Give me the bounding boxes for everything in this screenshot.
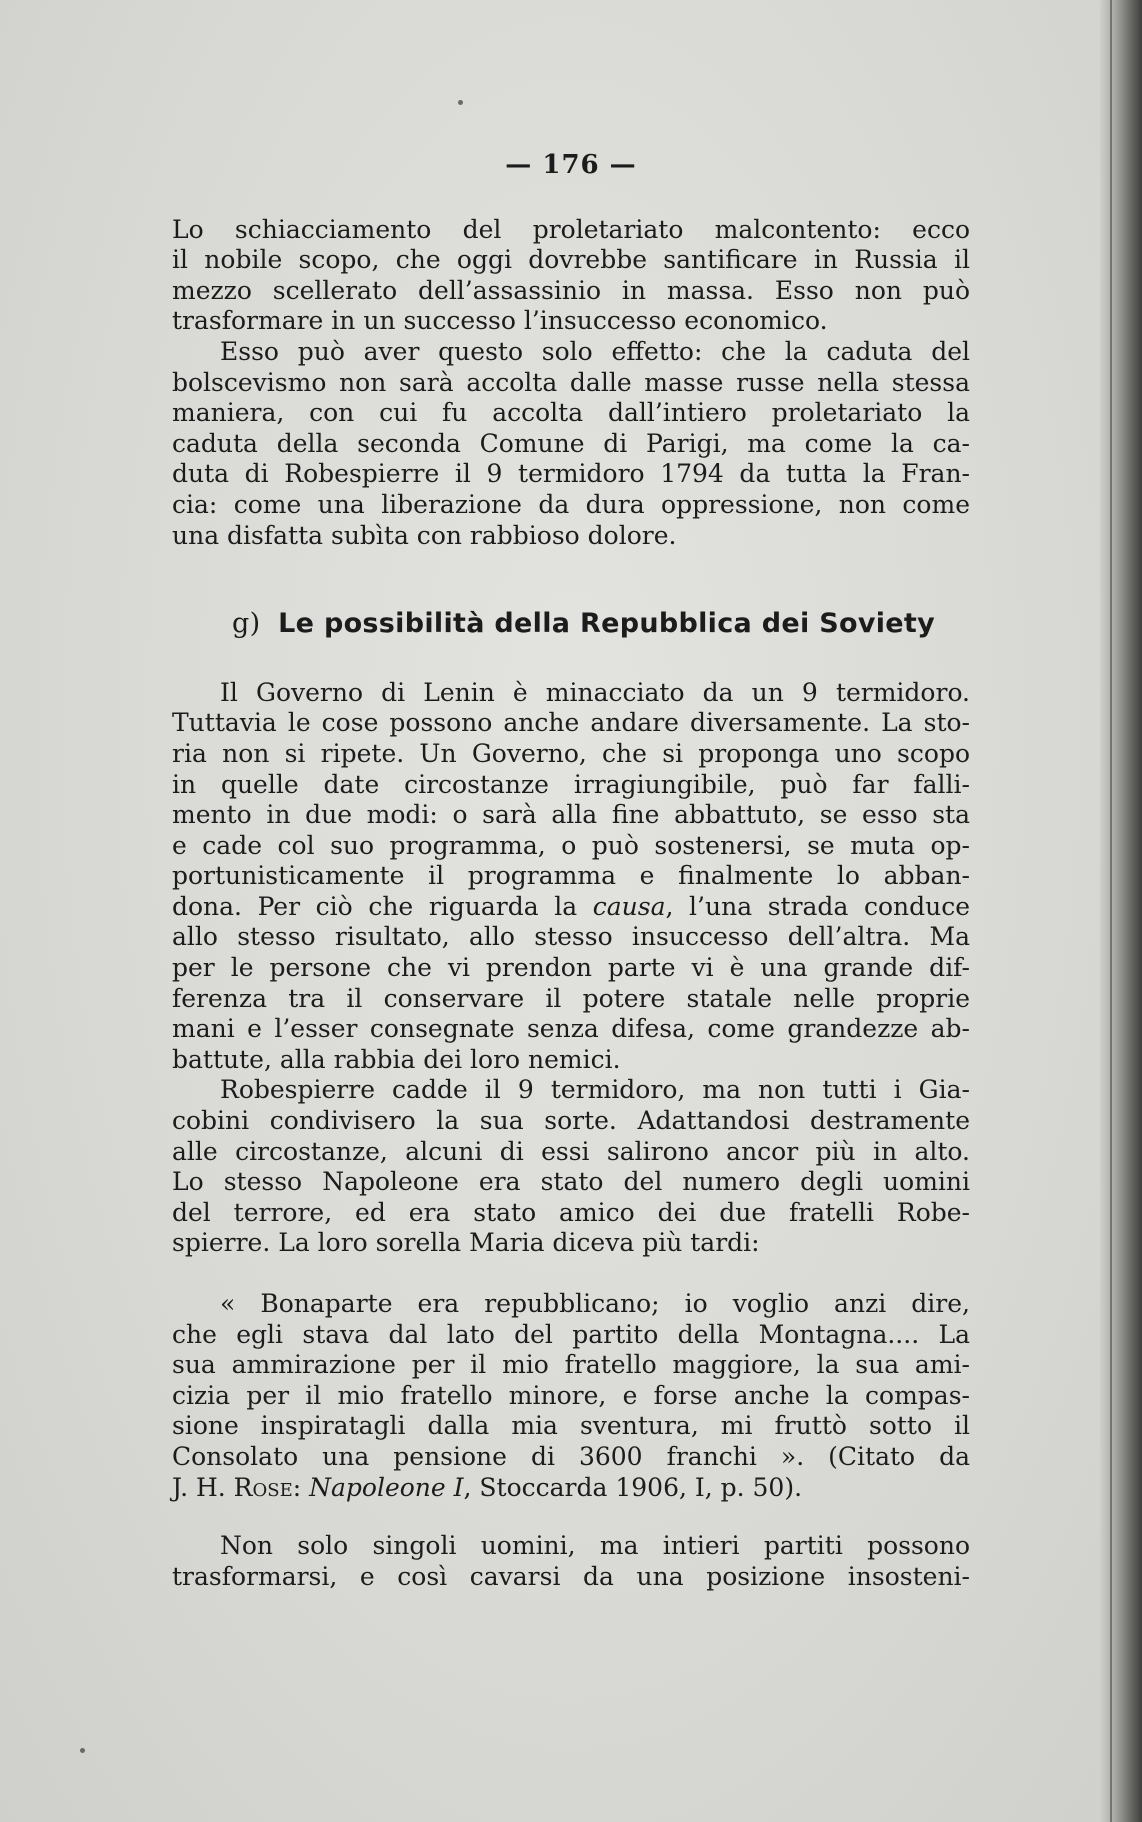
text-run: dona. Per ciò che riguarda la [172, 891, 593, 921]
text-line: trasformarsi, e così cavarsi da una posizione insosteni- [172, 1561, 970, 1591]
text-line: Esso può aver questo solo effetto: che la caduta del [220, 336, 970, 366]
spacer [172, 1259, 970, 1289]
text-line: Non solo singoli uomini, ma intieri partiti possono [220, 1531, 970, 1561]
text-line: il nobile scopo, che oggi dovrebbe santificare in Russia il [172, 245, 970, 275]
text-line: duta di Robespierre il 9 termidoro 1794 da tutta la Fran- [172, 459, 970, 489]
paragraph-5 [172, 1531, 970, 1592]
text-line: cia: come una liberazione da dura oppressione, non come [172, 489, 970, 519]
paragraph-1 [172, 215, 970, 337]
italic-word: causa [592, 891, 666, 921]
paragraph-2 [172, 337, 970, 551]
spacer [172, 1503, 970, 1531]
text-line: battute, alla rabbia dei loro nemici. [172, 1044, 621, 1074]
citation-prefix: J. H. [172, 1472, 234, 1502]
text-line: bolscevismo non sarà accolta dalle masse russe nella stessa [172, 367, 970, 397]
citation-line [172, 1473, 970, 1504]
citation-author: Rose [233, 1472, 293, 1502]
text-line: che egli stava dal lato del partito della Montagna.... La [172, 1319, 970, 1349]
text-run: , l’una strada conduce [665, 891, 971, 921]
text-line: alle circostanze, alcuni di essi salirono ancor più in alto. [172, 1136, 970, 1166]
text-line: mani e l’esser consegnate senza difesa, come grandezze ab- [172, 1014, 970, 1044]
text-line: Lo schiacciamento del proletariato malcontento: ecco [172, 214, 970, 244]
text-line: mezzo scellerato dell’assassinio in massa. Esso non può [172, 275, 970, 305]
page-number: — 176 — [505, 150, 637, 180]
text-line: cizia per il mio fratello minore, e forse anche la compas- [172, 1380, 970, 1410]
text-line: per le persone che vi prendon parte vi è una grande dif- [172, 953, 970, 983]
book-spine-shadow [1100, 0, 1142, 1822]
paragraph-4 [172, 1075, 970, 1259]
text-line: cobini condivisero la sua sorte. Adattandosi destramente [172, 1106, 970, 1136]
text-line: Robespierre cadde il 9 termidoro, ma non tutti i Gia- [220, 1075, 970, 1105]
text-line: sione inspiratagli dalla mia sventura, mi fruttò sotto il [172, 1411, 970, 1441]
text-line: Il Governo di Lenin è minacciato da un 9 termidoro. [220, 677, 970, 707]
text-line: Consolato una pensione di 3600 franchi ». (Citato da [172, 1441, 970, 1471]
text-line: trasformare in un successo l’insuccesso economico. [172, 306, 828, 336]
text-line: portunisticamente il programma e finalmente lo abban- [172, 861, 970, 891]
text-line: maniera, con cui fu accolta dall’intiero proletariato la [172, 398, 970, 428]
page-text [172, 150, 970, 1592]
text-line: Lo stesso Napoleone era stato del numero degli uomini [172, 1167, 970, 1197]
text-line: ria non si ripete. Un Governo, che si proponga uno scopo [172, 738, 970, 768]
section-label: g) [232, 608, 261, 640]
text-line: in quelle date circostanze irragiungibile, può far falli- [172, 769, 970, 799]
ink-speck [80, 1748, 85, 1753]
text-line: allo stesso risultato, allo stesso insuccesso dell’altra. Ma [172, 922, 970, 952]
spine-edge-line [1110, 0, 1112, 1822]
text-line: ferenza tra il conservare il potere statale nelle proprie [172, 983, 970, 1013]
citation-suffix: , Stoccarda 1906, I, p. 50). [463, 1472, 803, 1502]
text-line [172, 892, 970, 923]
text-line: e cade col suo programma, o può sostenersi, se muta op- [172, 830, 970, 860]
text-line: Tuttavia le cose possono anche andare diversamente. La sto- [172, 708, 970, 738]
paragraph-3 [172, 678, 970, 1076]
text-line: del terrore, ed era stato amico dei due fratelli Robe- [172, 1197, 970, 1227]
block-quote [172, 1289, 970, 1503]
citation-title: Napoleone I [309, 1472, 464, 1502]
ink-speck [458, 100, 463, 105]
text-line: una disfatta subìta con rabbioso dolore. [172, 520, 677, 550]
citation-sep: : [292, 1472, 310, 1502]
text-line: caduta della seconda Comune di Parigi, ma come la ca- [172, 428, 970, 458]
section-heading [232, 609, 970, 640]
text-line: « Bonaparte era repubblicano; io voglio anzi dire, [220, 1289, 970, 1318]
section-title: Le possibilità della Repubblica dei Soviety [278, 608, 936, 640]
text-line: spierre. La loro sorella Maria diceva più tardi: [172, 1228, 760, 1258]
text-line: mento in due modi: o sarà alla fine abbattuto, se esso sta [172, 800, 970, 830]
text-line: sua ammirazione per il mio fratello maggiore, la sua ami- [172, 1350, 970, 1380]
